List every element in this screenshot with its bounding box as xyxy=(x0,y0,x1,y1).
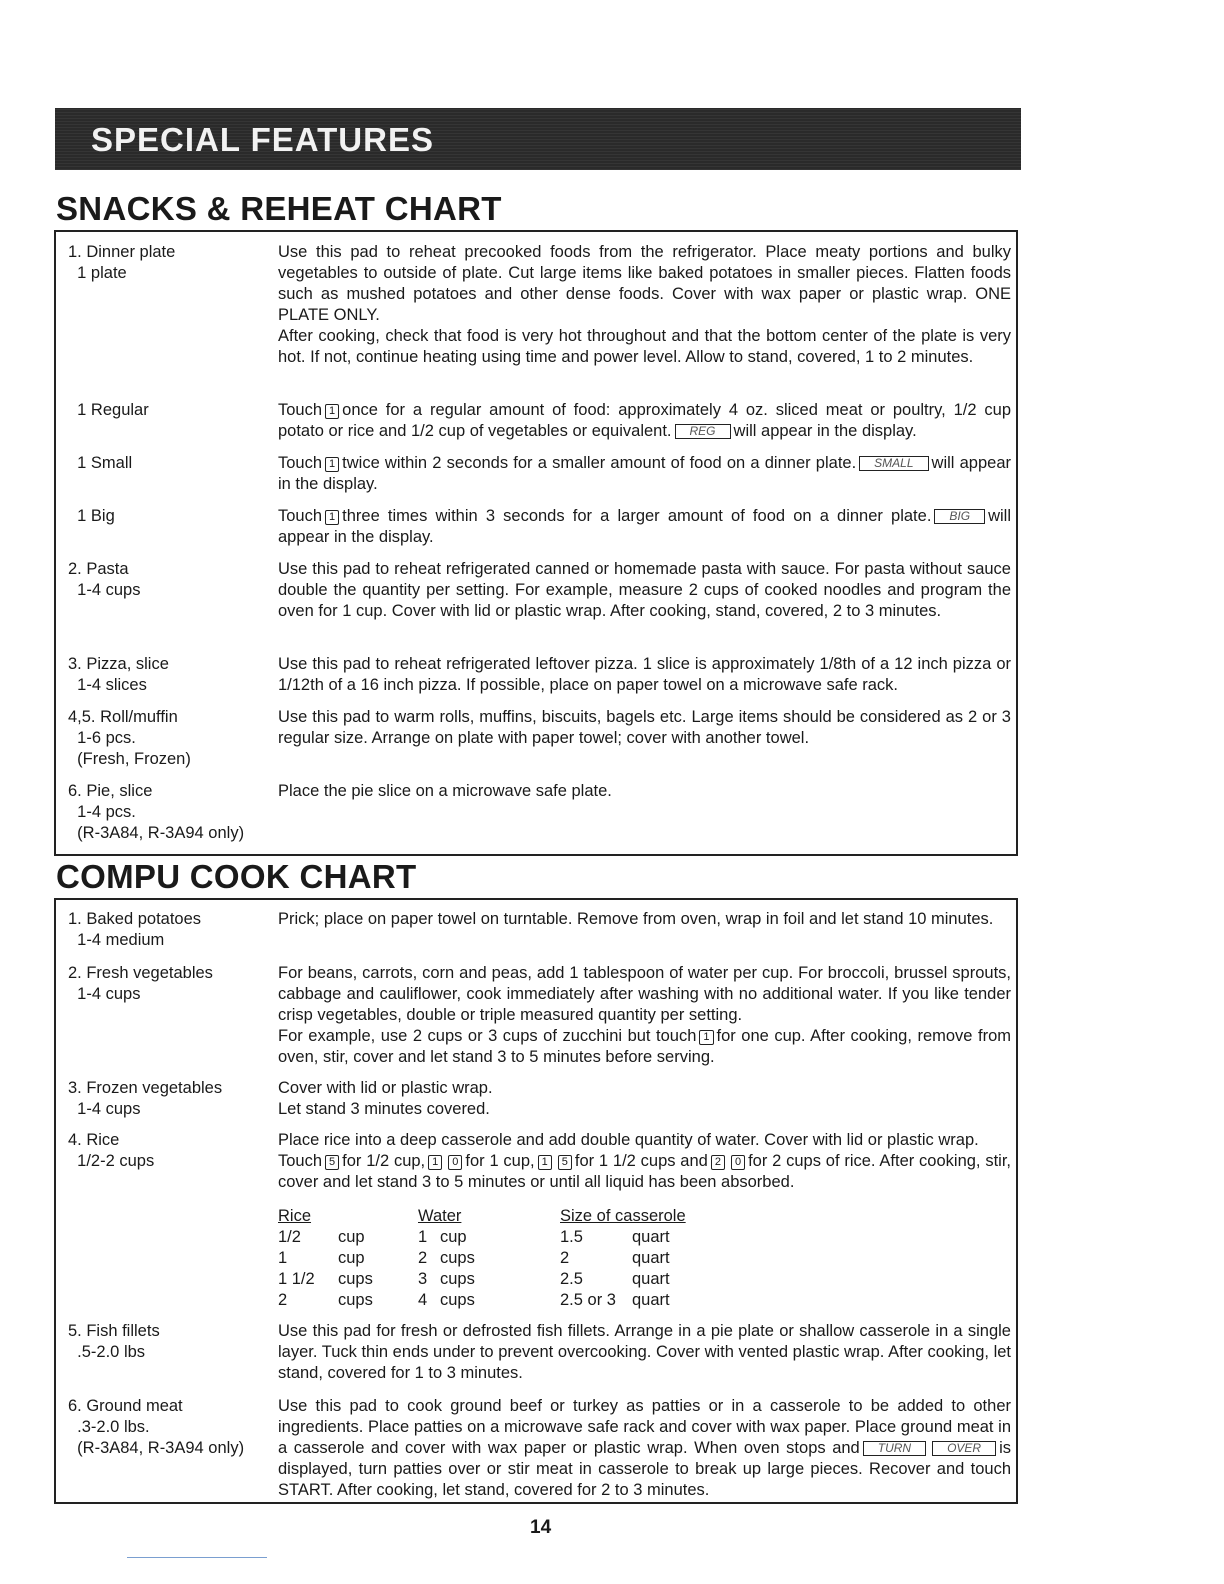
table-cell: 1 1/2 xyxy=(278,1270,315,1288)
entry-description xyxy=(278,506,1011,548)
description-paragraph: Cover with lid or plastic wrap. xyxy=(278,1079,493,1097)
table-cell: cups xyxy=(440,1249,475,1267)
entry-description xyxy=(278,1396,1011,1501)
text: for 1/2 cup, xyxy=(342,1152,426,1170)
snacks-chart-box xyxy=(54,230,1018,856)
entry-label: 1 Small xyxy=(68,454,133,472)
description-paragraph: Place rice into a deep casserole and add double quantity of water. Cover with lid or plastic wrap. xyxy=(278,1131,979,1149)
entry-label: 6. Ground meat .3-2.0 lbs. (R-3A84, R-3A94 only) xyxy=(68,1397,245,1457)
pad-5-icon: 5 xyxy=(558,1155,572,1170)
page-number: 14 xyxy=(530,1517,552,1538)
entry-description xyxy=(278,400,1011,442)
pad-5-icon: 5 xyxy=(325,1155,339,1170)
pad-1-icon: 1 xyxy=(699,1030,713,1045)
table-cell: 1/2 xyxy=(278,1228,301,1246)
section-banner xyxy=(55,108,1021,170)
entry-description: Use this pad to warm rolls, muffins, biscuits, bagels etc. Large items should be considered as 2 or 3 regular size. Arrange on plate with paper towel; cover with another towel. xyxy=(278,708,1011,747)
text: is displayed, turn patties over or stir meat in casserole to break up large pieces. Recover and touch START. After cooking, let stand, covered for 2 to 3 minutes. xyxy=(278,1439,1011,1499)
banner-title: SPECIAL FEATURES xyxy=(91,121,434,158)
description-paragraph: For beans, carrots, corn and peas, add 1 tablespoon of water per cup. For broccoli, brussel sprouts, cabbage and cauliflower, cook immediately after washing with no additional water. If you like tender crisp vegetables, double or triple measured quantity per setting. xyxy=(278,964,1011,1024)
table-cell: quart xyxy=(632,1228,670,1246)
entry-description: Use this pad to reheat refrigerated canned or homemade pasta with sauce. For pasta without sauce double the quantity per setting. For example, measure 2 cups of cooked noodles and program the oven for 1 cup. Cover with lid or plastic wrap. After cooking, stand, covered, 2 to 3 minutes. xyxy=(278,560,1011,620)
display-big-icon: BIG xyxy=(934,509,985,524)
table-cell: quart xyxy=(632,1249,670,1267)
text: for 1 1/2 cups and xyxy=(574,1152,708,1170)
pad-0-icon: 0 xyxy=(731,1155,745,1170)
text: For example, use 2 cups or 3 cups of zucchini but touch xyxy=(278,1027,697,1045)
table-cell: 2.5 xyxy=(560,1270,583,1288)
snacks-chart-title: SNACKS & REHEAT CHART xyxy=(56,190,502,227)
entry-label: 1 Regular xyxy=(68,401,149,419)
display-small-icon: SMALL xyxy=(859,456,928,471)
entry-description: Use this pad to reheat refrigerated leftover pizza. 1 slice is approximately 1/8th of a 12 inch pizza or 1/12th of a 16 inch pizza. If possible, place on paper towel on a microwave safe rack. xyxy=(278,655,1011,694)
rice-water-table xyxy=(278,1206,686,1311)
table-row xyxy=(278,1290,686,1311)
entry-label: 1 Big xyxy=(68,507,115,525)
display-reg-icon: REG xyxy=(675,424,731,439)
column-header-casserole: Size of casserole xyxy=(560,1207,686,1225)
pad-1-icon: 1 xyxy=(325,404,339,419)
pad-1-icon: 1 xyxy=(325,510,339,525)
table-cell: cups xyxy=(338,1291,373,1309)
text: will appear in the display. xyxy=(733,422,917,440)
entry-description: Prick; place on paper towel on turntable. Remove from oven, wrap in foil and let stand 10 minutes. xyxy=(278,910,994,928)
text: Touch xyxy=(278,1152,323,1170)
rice-table-header xyxy=(278,1206,686,1227)
text: once for a regular amount of food: approximately 4 oz. sliced meat or poultry, 1/2 cup potato or rice and 1/2 cup of vegetables or equivalent. xyxy=(278,401,1011,440)
table-cell: cups xyxy=(440,1291,475,1309)
footer-line xyxy=(127,1557,267,1558)
table-cell: cups xyxy=(440,1270,475,1288)
pad-1-icon: 1 xyxy=(325,457,339,472)
entry-description: Use this pad for fresh or defrosted fish fillets. Arrange in a pie plate or shallow casserole in a single layer. Tuck thin ends under to prevent overcooking. Cover with vented plastic wrap. After cooking, let stand, covered for 1 to 3 minutes. xyxy=(278,1322,1011,1382)
pad-2-icon: 2 xyxy=(711,1155,725,1170)
entry-label: 6. Pie, slice 1-4 pcs. (R-3A84, R-3A94 only) xyxy=(68,782,245,842)
entry-description: Place the pie slice on a microwave safe plate. xyxy=(278,782,612,800)
table-cell: cups xyxy=(338,1270,373,1288)
entry-description xyxy=(278,1130,1011,1193)
text: for 1 cup, xyxy=(465,1152,535,1170)
column-header-water: Water xyxy=(418,1207,462,1225)
table-cell: 2.5 or 3 xyxy=(560,1291,616,1309)
table-row xyxy=(278,1248,686,1269)
entry-description xyxy=(278,1078,1011,1120)
pad-1-icon: 1 xyxy=(428,1155,442,1170)
entry-label: 2. Fresh vegetables 1-4 cups xyxy=(68,964,213,1003)
table-cell: 2 xyxy=(278,1291,288,1309)
description-paragraph: Let stand 3 minutes covered. xyxy=(278,1100,490,1118)
text: will appear in the display. xyxy=(278,507,1011,546)
table-cell: quart xyxy=(632,1291,670,1309)
entry-label: 4,5. Roll/muffin 1-6 pcs. (Fresh, Frozen) xyxy=(68,708,191,768)
table-cell: cup xyxy=(440,1228,467,1246)
description-paragraph: After cooking, check that food is very hot throughout and that the bottom center of the plate is very hot. If not, continue heating using time and power level. Allow to stand, covered, 1 to 2 minutes. xyxy=(278,327,1011,366)
text: for one cup. After cooking, remove from oven, stir, cover and let stand 3 to 5 minutes before serving. xyxy=(278,1027,1011,1066)
text: Touch xyxy=(278,401,323,419)
table-cell: 1 xyxy=(418,1228,428,1246)
display-over-icon: OVER xyxy=(932,1441,996,1456)
table-row xyxy=(278,1269,686,1290)
entry-description xyxy=(278,242,1011,368)
entry-label: 5. Fish fillets .5-2.0 lbs xyxy=(68,1322,160,1361)
table-cell: 1 xyxy=(278,1249,288,1267)
description-paragraph xyxy=(278,1026,1011,1068)
compu-chart-title: COMPU COOK CHART xyxy=(56,858,417,895)
entry-label: 3. Pizza, slice 1-4 slices xyxy=(68,655,169,694)
entry-label: 4. Rice 1/2-2 cups xyxy=(68,1131,155,1170)
table-cell: 1.5 xyxy=(560,1228,583,1246)
compu-chart-box xyxy=(54,898,1018,1504)
text: Touch xyxy=(278,507,323,525)
pad-0-icon: 0 xyxy=(448,1155,462,1170)
entry-label: 3. Frozen vegetables 1-4 cups xyxy=(68,1079,223,1118)
entry-description xyxy=(278,453,1011,495)
text: Use this pad to cook ground beef or turkey as patties or in a casserole to be added to other ingredients. Place patties on a microwave safe rack and cover with wax paper. Place ground meat in a casserole and cover with wax paper or plastic wrap. When oven stops and xyxy=(278,1397,1011,1457)
text: for 2 cups of rice. After cooking, stir, cover and let stand 3 to 5 minutes or until all liquid has been absorbed. xyxy=(278,1152,1011,1191)
table-cell: 3 xyxy=(418,1270,428,1288)
table-cell: cup xyxy=(338,1228,365,1246)
text: Touch xyxy=(278,454,323,472)
text: twice within 2 seconds for a smaller amount of food on a dinner plate. xyxy=(342,454,857,472)
table-row xyxy=(278,1227,686,1248)
table-cell: 4 xyxy=(418,1291,428,1309)
text: three times within 3 seconds for a larger amount of food on a dinner plate. xyxy=(342,507,932,525)
description-paragraph xyxy=(278,1151,1011,1193)
text: will appear in the display. xyxy=(278,454,1012,493)
pad-1-icon: 1 xyxy=(538,1155,552,1170)
entry-label: 1. Dinner plate 1 plate xyxy=(68,243,176,282)
display-turn-icon: TURN xyxy=(863,1441,926,1456)
entry-description xyxy=(278,963,1011,1068)
table-cell: 2 xyxy=(418,1249,428,1267)
table-cell: cup xyxy=(338,1249,365,1267)
table-cell: 2 xyxy=(560,1249,570,1267)
entry-label: 2. Pasta 1-4 cups xyxy=(68,560,141,599)
column-header-rice: Rice xyxy=(278,1207,312,1225)
description-paragraph: Use this pad to reheat precooked foods from the refrigerator. Place meaty portions and bulky vegetables to outside of plate. Cut large items like baked potatoes in smaller pieces. Flatten foods such as mushed potatoes and other dense foods. Cover with wax paper or plastic wrap. ONE PLATE ONLY. xyxy=(278,243,1011,324)
table-cell: quart xyxy=(632,1270,670,1288)
entry-label: 1. Baked potatoes 1-4 medium xyxy=(68,910,202,949)
